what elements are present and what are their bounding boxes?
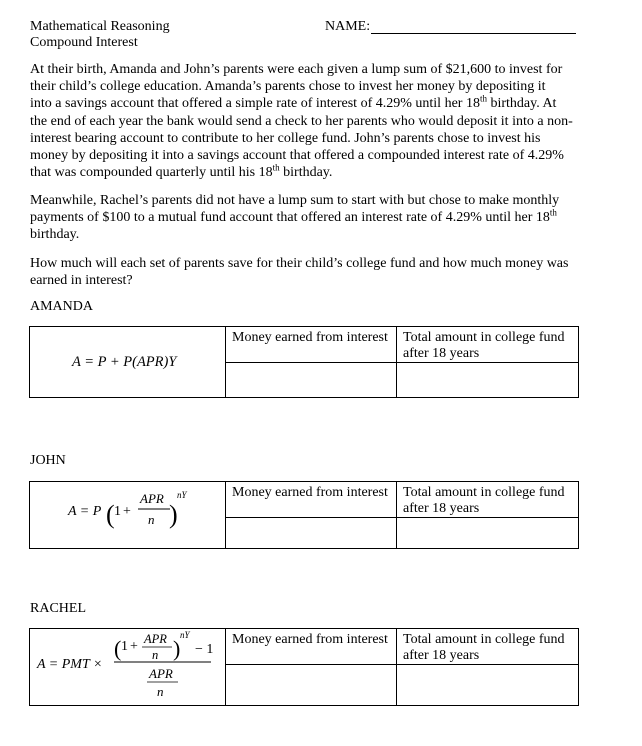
john-formula-lhs: A = P [68,504,102,519]
intro-line: the end of each year the bank would send a check to her parents who would deposit it into a non- [30,113,573,129]
john-table [29,481,579,549]
rachel-plus: + [130,639,138,654]
rachel-left-paren: ( [114,636,122,661]
name-input-line[interactable] [371,33,576,34]
john-section-title: JOHN [30,453,66,468]
course-title: Mathematical Reasoning [30,19,170,34]
amanda-col-interest-header: Money earned from interest [232,330,388,345]
amanda-formula: A = P + P(APR)Y [72,354,177,370]
rachel-table [29,628,579,706]
rachel-inner-apr: APR [144,632,167,646]
john-col-interest-header: Money earned from interest [232,485,388,500]
rachel-formula [30,629,225,705]
rachel-interest-answer[interactable] [226,665,396,705]
rachel-col-total-header: Total amount in college fund after 18 years [403,632,565,663]
john-left-paren: ( [106,500,115,529]
intro-line: money by depositing it into a savings account that offered a compounded interest rate of 4.29% [30,148,564,164]
intro-line: that was compounded quarterly until his 18th birthday. [30,162,333,181]
rachel-total-answer[interactable] [397,665,578,705]
john-one: 1 [114,504,121,519]
question-line: How much will each set of parents save for their child’s college fund and how much money was [30,256,569,271]
john-col-total-header: Total amount in college fund after 18 years [403,485,565,516]
rachel-col-interest-header: Money earned from interest [232,632,388,647]
rachel-denom-n: n [157,684,164,699]
question-paragraph [30,255,578,289]
rachel-one: 1 [121,639,128,654]
intro-line: At their birth, Amanda and John’s parents were each given a lump sum of $21,600 to invest for [30,62,563,77]
intro-line: interest bearing account to contribute to her college fund. John’s parents chose to invest his [30,130,541,146]
intro-line: their child’s college education. Amanda’s parents chose to invest her money by depositing it [30,79,546,95]
john-apr: APR [140,491,164,506]
intro-line: into a savings account that offered a simple rate of interest of 4.29% until her 18th birthday. At [30,93,557,112]
rachel-exponent: nY [180,630,190,640]
rachel-line: payments of $100 to a mutual fund account that offered an interest rate of 4.29% until her 18th [30,207,557,226]
john-formula [30,482,225,548]
amanda-interest-answer[interactable] [226,363,396,397]
intro-paragraph [30,61,578,181]
amanda-section-title: AMANDA [30,299,93,314]
rachel-right-paren: ) [173,636,181,661]
john-total-answer[interactable] [397,518,578,548]
rachel-minus-one: − 1 [195,642,214,657]
rachel-line: birthday. [30,227,80,243]
topic-title: Compound Interest [30,35,138,50]
question-line: earned in interest? [30,273,133,289]
john-n: n [148,512,155,527]
rachel-denom-apr: APR [149,666,173,681]
john-plus: + [123,504,131,519]
rachel-paragraph [30,192,578,244]
john-interest-answer[interactable] [226,518,396,548]
john-exponent: nY [177,490,187,500]
rachel-inner-n: n [152,648,159,662]
rachel-formula-lhs: A = PMT × [37,657,103,672]
rachel-line: Meanwhile, Rachel’s parents did not have a lump sum to start with but chose to make monthly [30,193,560,208]
amanda-col-total-header: Total amount in college fund after 18 years [403,330,565,361]
rachel-section-title: RACHEL [30,601,86,616]
john-right-paren: ) [169,500,178,529]
name-label: NAME: [325,19,371,34]
amanda-table [29,326,579,398]
amanda-total-answer[interactable] [397,363,578,397]
